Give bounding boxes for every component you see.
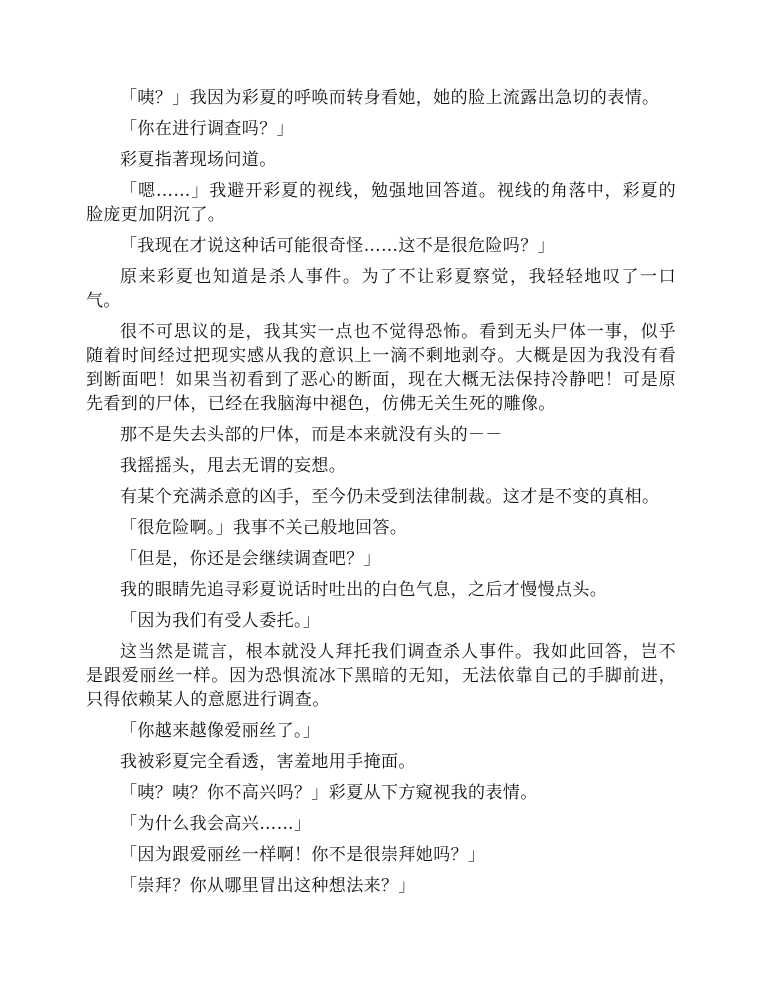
paragraph: 那不是失去头部的尸体，而是本来就没有头的－－	[120, 425, 503, 445]
paragraph: 我摇摇头，甩去无谓的妄想。	[120, 456, 347, 476]
novel-page-text	[86, 86, 676, 905]
paragraph: 「很危险啊。」我事不关己般地回答。	[120, 518, 408, 538]
paragraph: 这当然是谎言，根本就没人拜托我们调查杀人事件。我如此回答，岂不是跟爱丽丝一样。因为恐惧流冰下黑暗的无知，无法依靠自己的手脚前进，只得依赖某人的意愿进行调查。	[86, 642, 676, 710]
paragraph: 很不可思议的是，我其实一点也不觉得恐怖。看到无头尸体一事，似乎随着时间经过把现实感从我的意识上一滴不剩地剥夺。大概是因为我没有看到断面吧！如果当初看到了恶心的断面，现在大概无法保持冷静吧！可是原先看到的尸体，已经在我脑海中褪色，仿佛无关生死的雕像。	[86, 322, 676, 414]
paragraph: 「崇拜？你从哪里冒出这种想法来？」	[120, 876, 416, 896]
paragraph: 「因为跟爱丽丝一样啊！你不是很崇拜她吗？」	[120, 845, 486, 865]
paragraph: 「为什么我会高兴……」	[120, 814, 312, 834]
paragraph: 有某个充满杀意的凶手，至今仍未受到法律制裁。这才是不变的真相。	[120, 487, 660, 507]
paragraph: 「咦？咦？你不高兴吗？」彩夏从下方窥视我的表情。	[120, 783, 538, 803]
paragraph: 「你越来越像爱丽丝了。」	[120, 721, 321, 741]
paragraph: 「你在进行调查吗？」	[120, 119, 294, 139]
paragraph: 我被彩夏完全看透，害羞地用手掩面。	[120, 752, 416, 772]
paragraph: 原来彩夏也知道是杀人事件。为了不让彩夏察觉，我轻轻地叹了一口气。	[86, 267, 676, 311]
paragraph: 「但是，你还是会继续调查吧？」	[120, 549, 381, 569]
paragraph: 「因为我们有受人委托。」	[120, 611, 321, 631]
paragraph: 「嗯……」我避开彩夏的视线，勉强地回答道。视线的角落中，彩夏的脸庞更加阴沉了。	[86, 181, 676, 225]
paragraph: 「我现在才说这种话可能很奇怪……这不是很危险吗？」	[120, 236, 555, 256]
paragraph: 彩夏指著现场问道。	[120, 150, 277, 170]
paragraph: 我的眼睛先追寻彩夏说话时吐出的白色气息，之后才慢慢点头。	[120, 580, 608, 600]
paragraph: 「咦？」我因为彩夏的呼唤而转身看她，她的脸上流露出急切的表情。	[120, 88, 660, 108]
